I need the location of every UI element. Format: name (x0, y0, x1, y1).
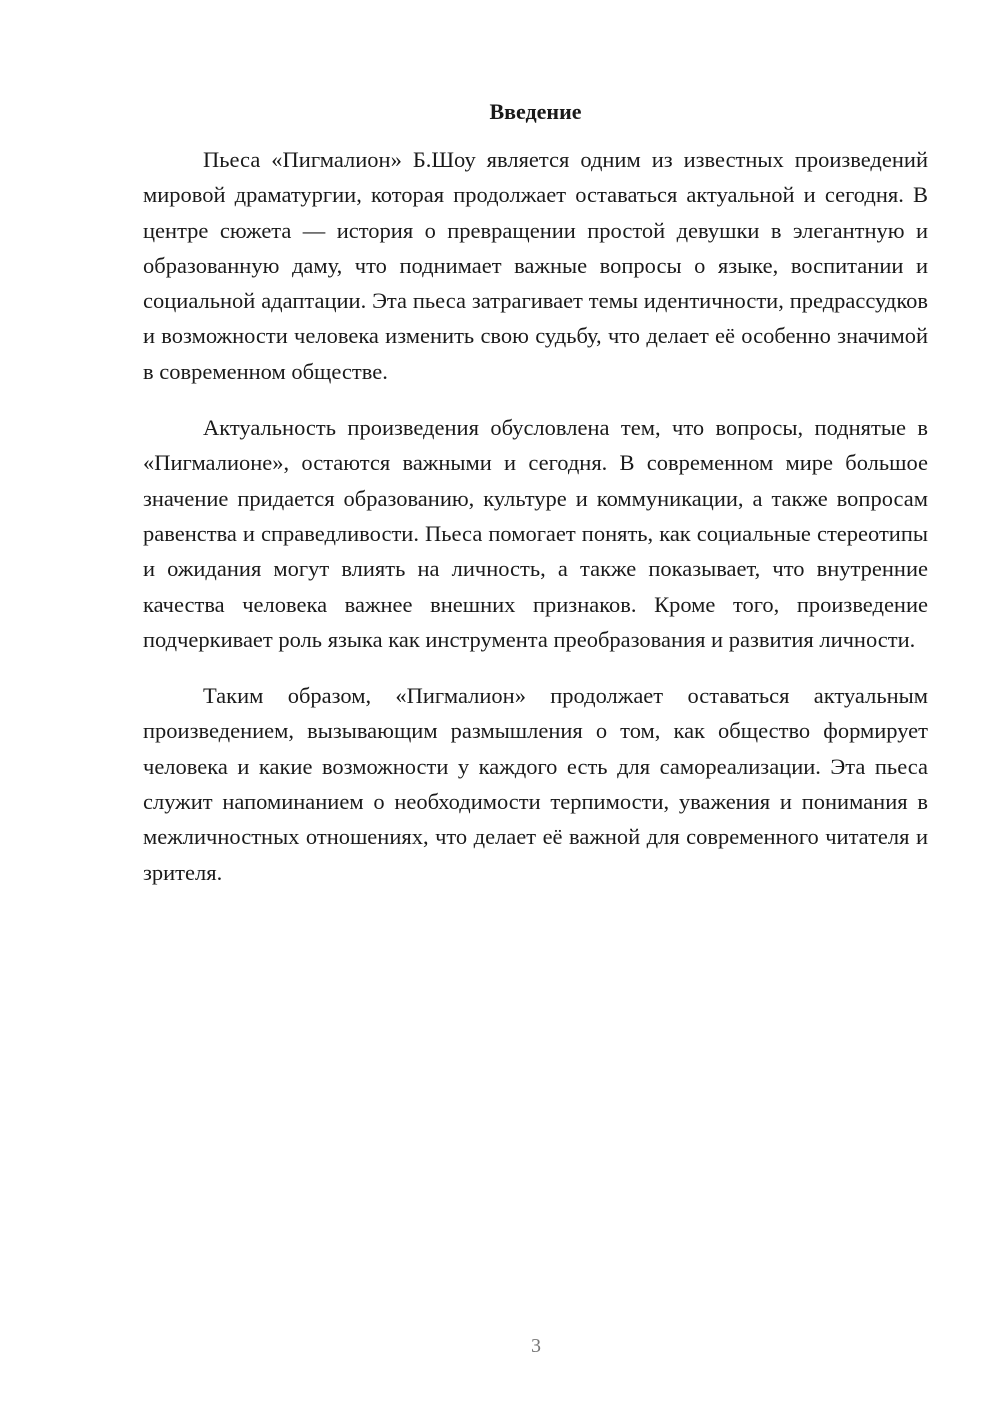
body-text (143, 142, 928, 911)
paragraph-3: Таким образом, «Пигмалион» продолжает оставаться актуальным произведением, вызывающим размышления о том, как общество формирует человека и какие возможности у каждого есть для самореализации. Эта пьеса служит напоминанием о необходимости терпимости, уважения и понимания в межличностных отношениях, что делает её важной для современного читателя и зрителя. (143, 683, 928, 885)
page-number: 3 (531, 1335, 541, 1357)
paragraph-2: Актуальность произведения обусловлена тем, что вопросы, поднятые в «Пигмалионе», остаются важными и сегодня. В современном мире большое значение придается образованию, культуре и коммуникации, а также вопросам равенства и справедливости. Пьеса помогает понять, как социальные стереотипы и ожидания могут влиять на личность, а также показывает, что внутренние качества человека важнее внешних признаков. Кроме того, произведение подчеркивает роль языка как инструмента преобразования и развития личности. (143, 415, 928, 652)
page-title: Введение (489, 99, 582, 124)
paragraph-1: Пьеса «Пигмалион» Б.Шоу является одним из известных произведений мировой драматургии, которая продолжает оставаться актуальной и сегодня. В центре сюжета — история о превращении простой девушки в элегантную и образованную даму, что поднимает важные вопросы о языке, воспитании и социальной адаптации. Эта пьеса затрагивает темы идентичности, предрассудков и возможности человека изменить свою судьбу, что делает её особенно значимой в современном обществе. (143, 147, 928, 384)
